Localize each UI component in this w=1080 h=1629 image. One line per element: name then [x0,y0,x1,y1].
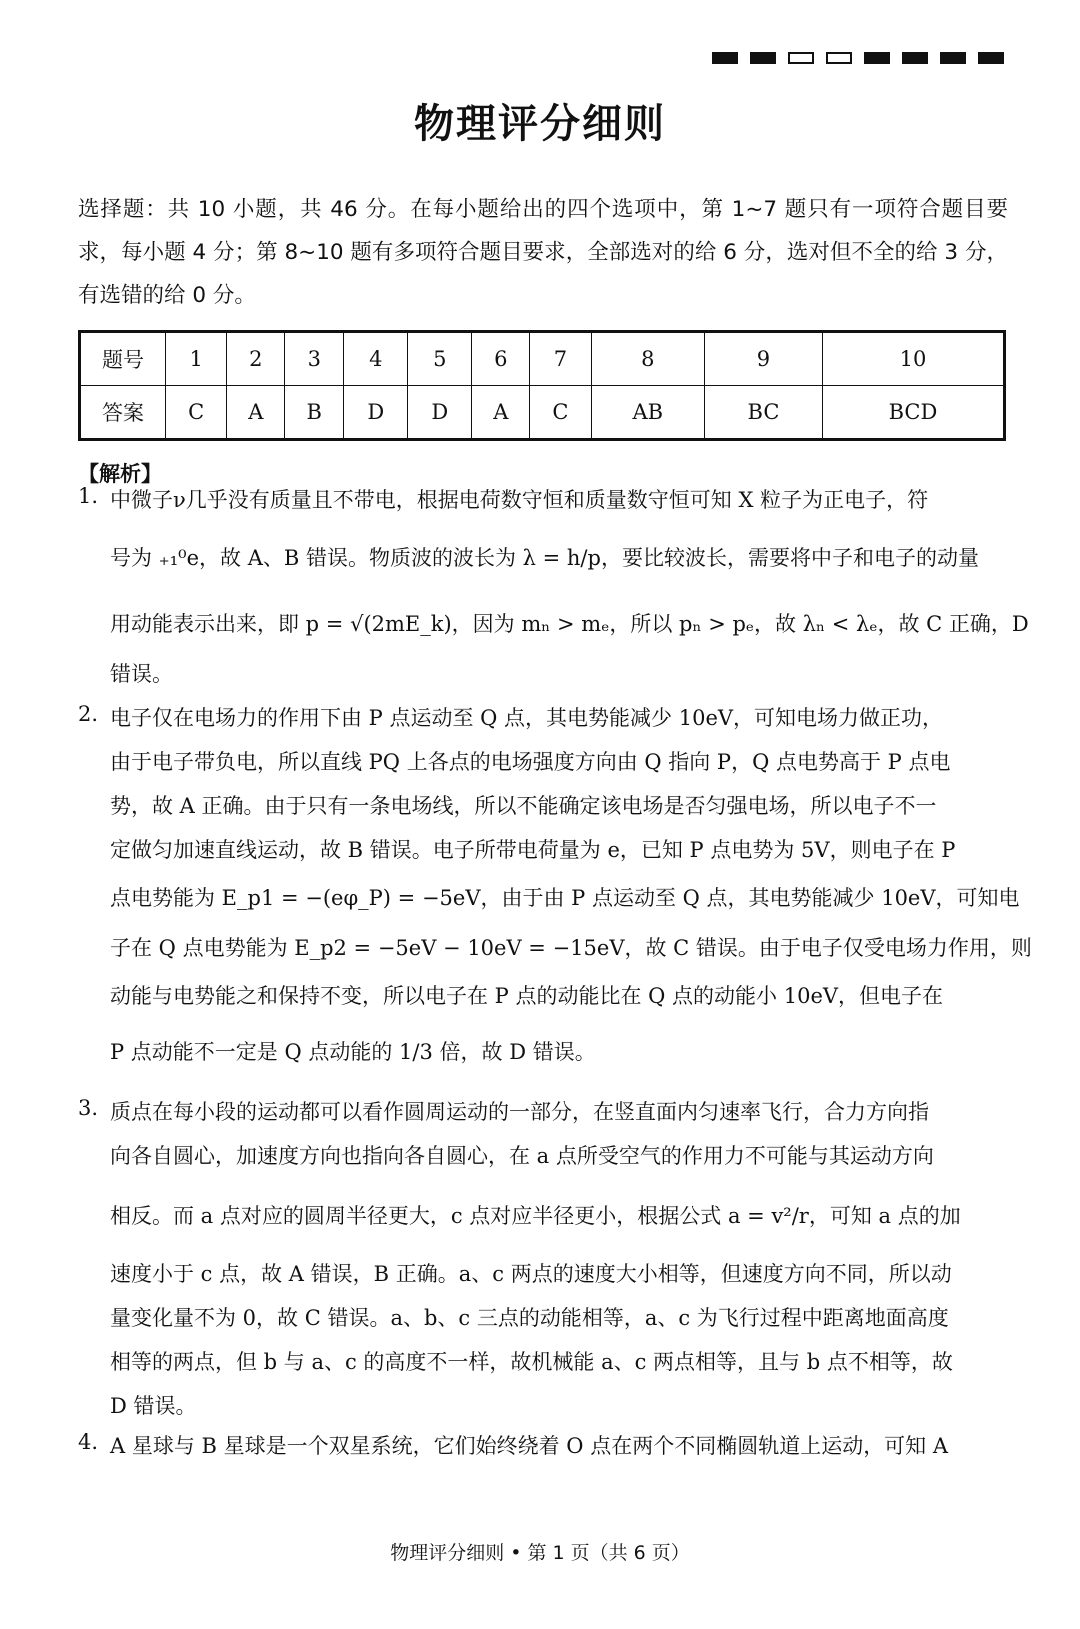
empty-square-icon [826,52,852,64]
item-line: 动能与电势能之和保持不变，所以电子在 P 点的动能比在 Q 点的动能小 10eV，但电子在 [110,984,944,1008]
table-row-questions [80,332,1005,386]
item-line: 速度小于 c 点，故 A 错误，B 正确。a、c 两点的速度大小相等，但速度方向不同，所以动 [110,1262,952,1286]
item-number: 4. [78,1430,99,1454]
question-number-cell: 7 [530,332,591,386]
item-line: P 点动能不一定是 Q 点动能的 1/3 倍，故 D 错误。 [110,1040,596,1064]
question-number-cell: 1 [166,332,227,386]
item-line: 量变化量不为 0，故 C 错误。a、b、c 三点的动能相等，a、c 为飞行过程中距离地面高度 [110,1306,949,1330]
answer-cell: C [530,386,591,440]
item-line: 向各自圆心，加速度方向也指向各自圆心，在 a 点所受空气的作用力不可能与其运动方向 [110,1144,934,1168]
table-row-answers [80,386,1005,440]
question-number-cell: 5 [408,332,472,386]
item-line: 用动能表示出来，即 p = √(2mE_k)，因为 mₙ > mₑ，所以 pₙ > pₑ，故 λₙ < λₑ，故 C 正确，D [110,612,1029,636]
item-line: 电子仅在电场力的作用下由 P 点运动至 Q 点，其电势能减少 10eV，可知电场力做正功， [110,706,944,730]
item-line: 相反。而 a 点对应的圆周半径更大，c 点对应半径更小，根据公式 a = v²/r，可知 a 点的加 [110,1204,961,1228]
answer-cell: D [344,386,408,440]
item-line: 由于电子带负电，所以直线 PQ 上各点的电场强度方向由 Q 指向 P，Q 点电势高于 P 点电 [110,750,951,774]
question-number-cell: 9 [704,332,822,386]
item-number: 3. [78,1096,99,1120]
header-marks [712,52,1004,64]
question-number-cell: 3 [285,332,344,386]
row-header-question: 题号 [80,332,166,386]
question-number-cell: 10 [822,332,1004,386]
item-line: 点电势能为 E_p1 = −(eφ_P) = −5eV，由于由 P 点运动至 Q 点，其电势能减少 10eV，可知电 [110,886,1020,910]
item-line: 定做匀加速直线运动，故 B 错误。电子所带电荷量为 e，已知 P 点电势为 5V，则电子在 P [110,838,956,862]
item-number: 1. [78,484,99,508]
item-line: 号为 ₊₁⁰e，故 A、B 错误。物质波的波长为 λ = h/p，要比较波长，需要将中子和电子的动量 [110,546,979,570]
answer-cell: BC [704,386,822,440]
item-line: 中微子ν几乎没有质量且不带电，根据电荷数守恒和质量数守恒可知 X 粒子为正电子，符 [110,488,929,512]
filled-square-icon [940,52,966,64]
item-line: A 星球与 B 星球是一个双星系统，它们始终绕着 O 点在两个不同椭圆轨道上运动，可知 A [110,1434,949,1458]
question-number-cell: 4 [344,332,408,386]
page-footer: 物理评分细则 • 第 1 页（共 6 页） [390,1542,690,1564]
question-number-cell: 8 [591,332,704,386]
empty-square-icon [788,52,814,64]
answer-cell: C [166,386,227,440]
filled-square-icon [712,52,738,64]
item-line: 质点在每小段的运动都可以看作圆周运动的一部分，在竖直面内匀速率飞行，合力方向指 [110,1100,929,1124]
filled-square-icon [750,52,776,64]
answer-cell: A [227,386,285,440]
answer-cell: B [285,386,344,440]
item-line: 势，故 A 正确。由于只有一条电场线，所以不能确定该电场是否匀强电场，所以电子不一 [110,794,937,818]
item-line: 相等的两点，但 b 与 a、c 的高度不一样，故机械能 a、c 两点相等，且与 b 点不相等，故 [110,1350,953,1374]
item-line: 错误。 [110,662,173,686]
answer-table [78,330,1006,441]
question-number-cell: 2 [227,332,285,386]
answer-cell: A [472,386,530,440]
row-header-answer: 答案 [80,386,166,440]
question-number-cell: 6 [472,332,530,386]
item-number: 2. [78,702,99,726]
filled-square-icon [902,52,928,64]
filled-square-icon [864,52,890,64]
answer-cell: AB [591,386,704,440]
page-title: 物理评分细则 [414,101,666,147]
intro-paragraph: 选择题：共 10 小题，共 46 分。在每小题给出的四个选项中，第 1~7 题只有一项符合题目要求，每小题 4 分；第 8~10 题有多项符合题目要求，全部选对的给 6 分，选对但不全的给 3 分，有选错的给 0 分。 [78,197,1008,308]
answer-cell: BCD [822,386,1004,440]
filled-square-icon [978,52,1004,64]
answer-cell: D [408,386,472,440]
item-line: D 错误。 [110,1394,197,1418]
item-line: 子在 Q 点电势能为 E_p2 = −5eV − 10eV = −15eV，故 C 错误。由于电子仅受电场力作用，则 [110,936,1032,960]
analysis-label: 【解析】 [78,462,162,486]
